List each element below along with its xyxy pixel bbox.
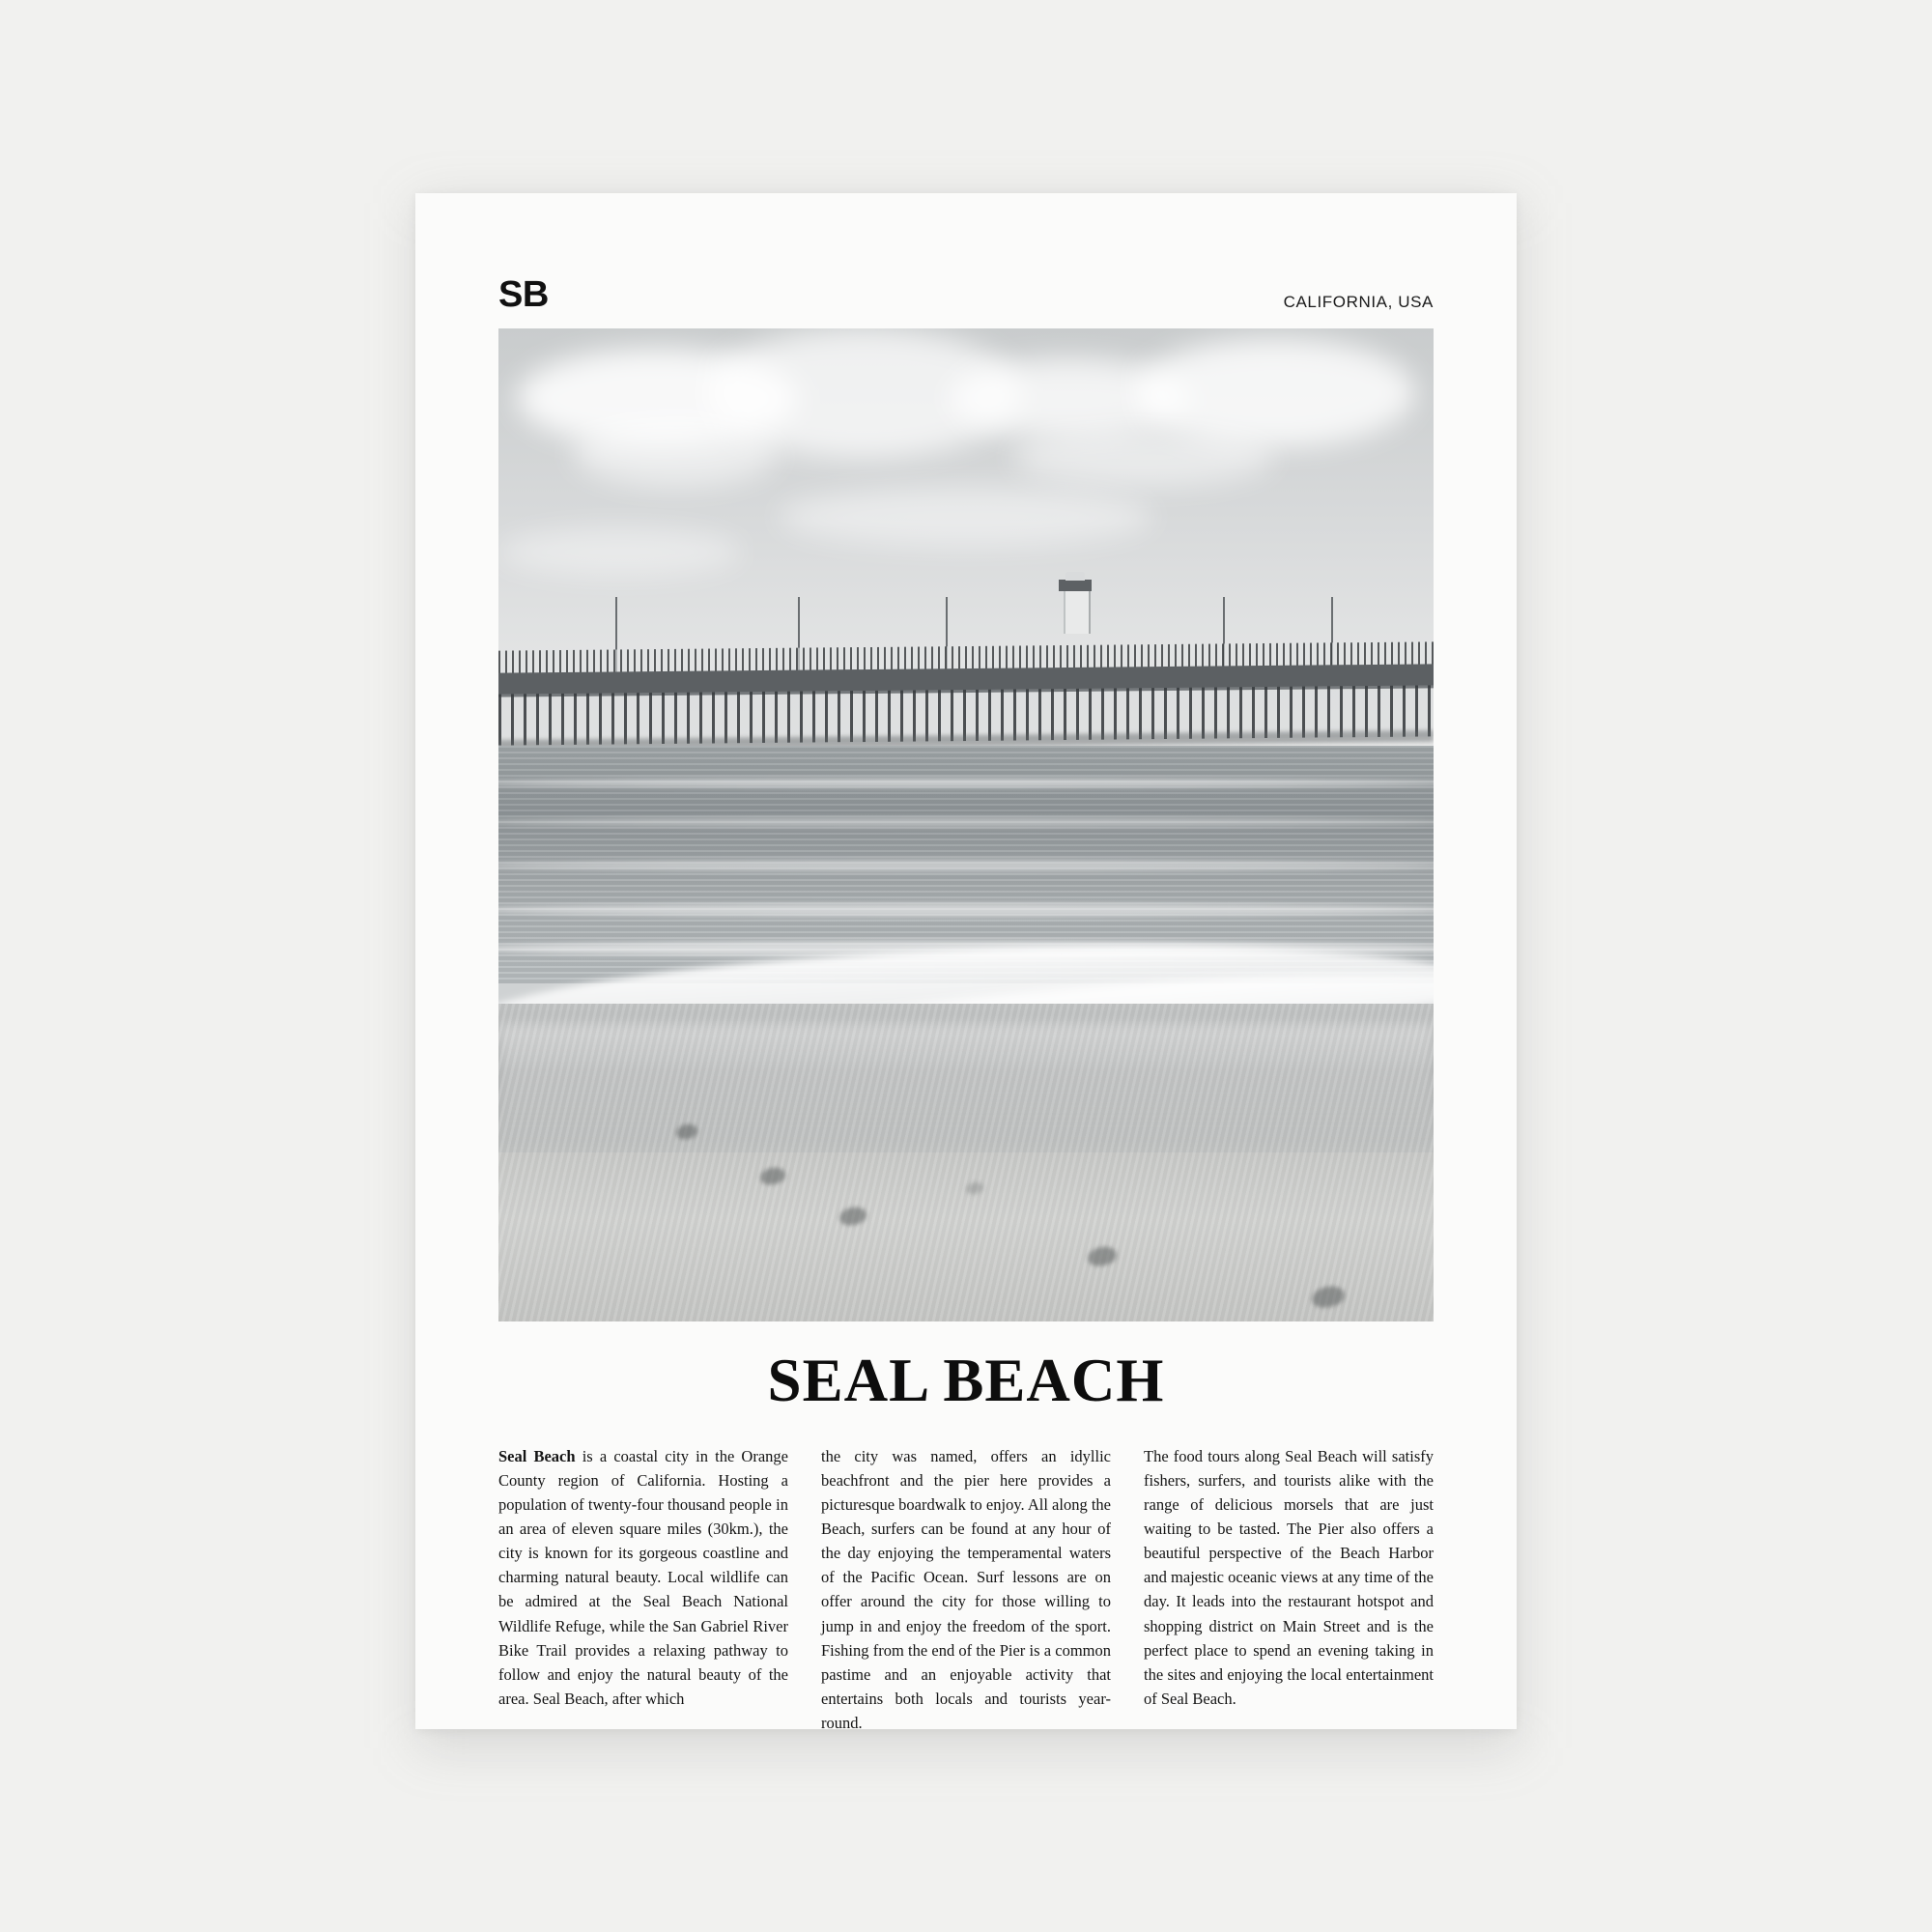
- cloud-shape: [573, 418, 779, 488]
- lead-in-text: Seal Beach: [498, 1447, 576, 1465]
- poster: [415, 193, 1517, 1732]
- body-column-3: The food tours along Seal Beach will satisfy fishers, surfers, and tourists alike with the range of delicious morsels that are just waiting to be tasted. The Pier also offers a beautiful perspective of the Beach Harbor and majestic oceanic views at any time of the day. It leads into the restaurant hotspot and shopping district on Main Street and is the perfect place to spend an evening taking in the sites and enjoying the local entertainment of Seal Beach.: [1144, 1447, 1434, 1708]
- sand-texture: [498, 1004, 1434, 1321]
- region-label: CALIFORNIA, USA: [1283, 293, 1434, 311]
- cloud-shape: [779, 487, 1152, 547]
- page-title: SEAL BEACH: [767, 1347, 1165, 1414]
- wave-line: [498, 779, 1434, 787]
- lighthouse-tower: [1055, 572, 1095, 634]
- body-column-1: [498, 1444, 788, 1735]
- lighthouse-lantern: [1059, 580, 1092, 591]
- lighthouse-cap: [1065, 572, 1085, 581]
- wave-line: [498, 817, 1434, 827]
- monogram-logo: SB: [498, 274, 549, 315]
- wave-line: [498, 903, 1434, 917]
- body-text-1: is a coastal city in the Orange County region of California. Hosting a population of twenty-four thousand people in an area of eleven square miles (30km.), the city is known for its gorgeous coastline and charming natural beauty. Local wildlife can be admired at the Seal Beach National Wildlife Refuge, while the San Gabriel River Bike Trail provides a relaxing pathway to follow and enjoy the natural beauty of the area. Seal Beach, after which: [498, 1447, 788, 1708]
- poster-content: [498, 272, 1434, 1732]
- wave-line: [498, 860, 1434, 871]
- cloud-shape: [498, 527, 742, 577]
- cloud-shape: [1012, 428, 1274, 488]
- body-column-2: the city was named, offers an idyllic beachfront and the pier here provides a picturesque boardwalk to enjoy. All along the Beach, surfers can be found at any hour of the day enjoying the temperamental waters of the Pacific Ocean. Surf lessons are on offer around the city for those willing to jump in and enjoy the freedom of the sport. Fishing from the end of the Pier is a common pastime and an enjoyable activity that entertains both locals and tourists year-round.: [821, 1447, 1111, 1732]
- lighthouse-body: [1064, 589, 1091, 634]
- ocean-area: [498, 746, 1434, 984]
- body-columns: [498, 1444, 1434, 1735]
- pier-photograph: [498, 328, 1434, 1321]
- poster-header: [498, 272, 1434, 319]
